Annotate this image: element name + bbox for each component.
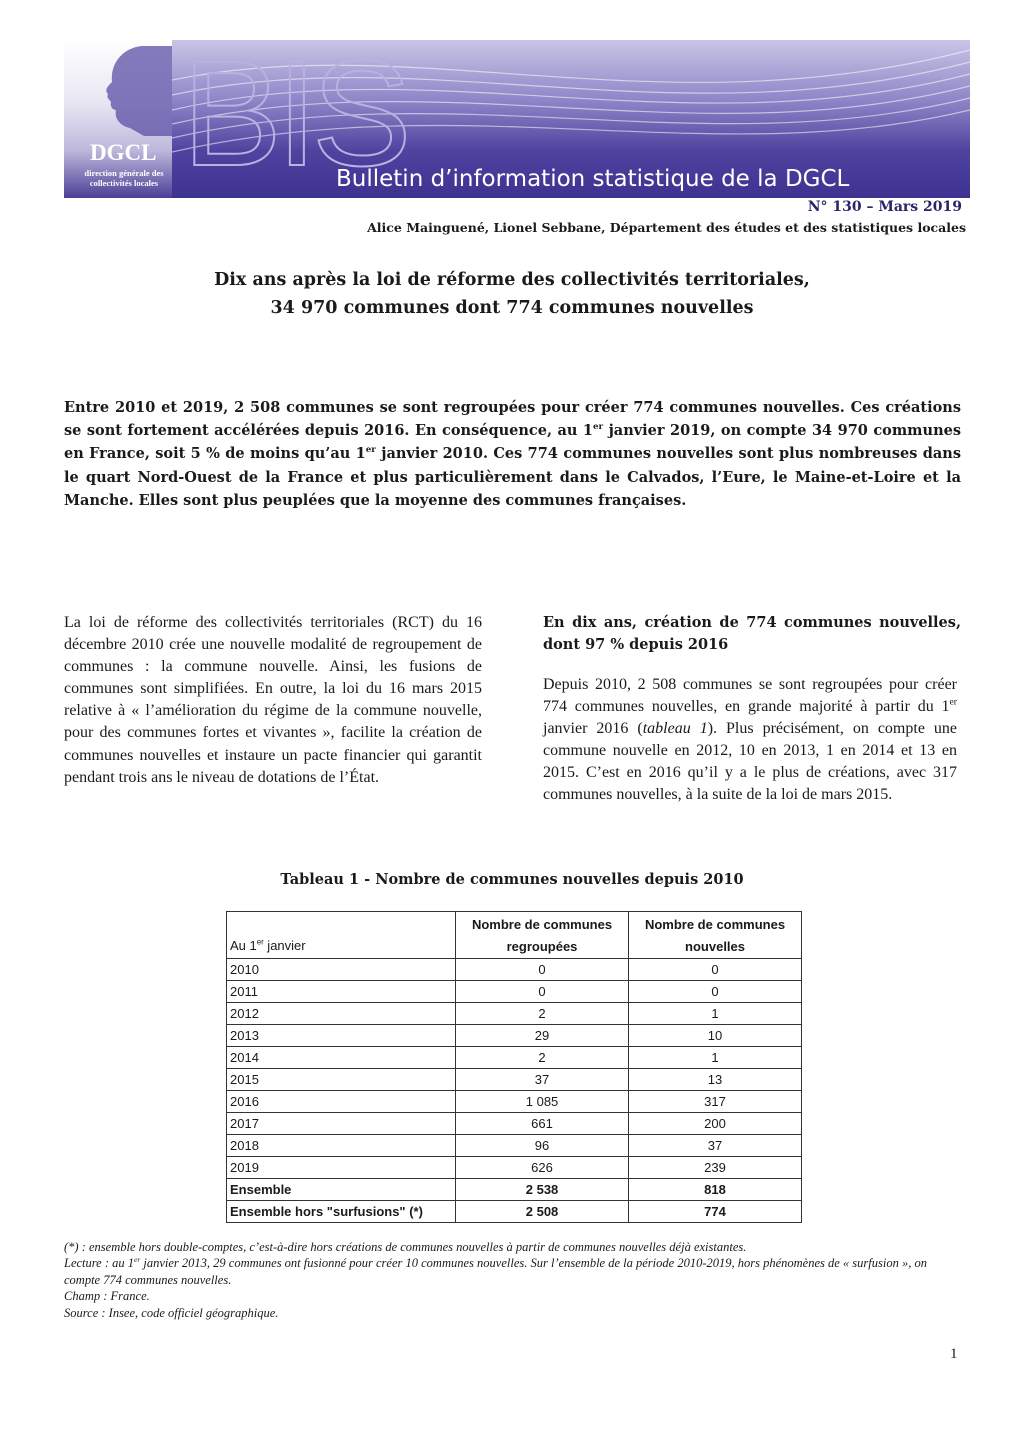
cell-year: 2019 (227, 1157, 456, 1179)
cell-regroupees: 0 (456, 959, 629, 981)
cell-year: 2013 (227, 1025, 456, 1047)
page-title-line-2: 34 970 communes dont 774 communes nouvelles (270, 298, 754, 318)
cell-regroupees: 29 (456, 1025, 629, 1047)
cell-year: 2012 (227, 1003, 456, 1025)
cell-regroupees: 2 (456, 1003, 629, 1025)
table-caption: Tableau 1 - Nombre de communes nouvelles depuis 2010 (280, 871, 744, 888)
cell-year: 2017 (227, 1113, 456, 1135)
cell-nouvelles: 1 (629, 1003, 802, 1025)
cell-regroupees: 661 (456, 1113, 629, 1135)
cell-regroupees: 1 085 (456, 1091, 629, 1113)
authors-line: Alice Mainguené, Lionel Sebbane, Département des études et des statistiques locales (367, 220, 966, 235)
table-row (227, 1091, 802, 1113)
cell-regroupees: 626 (456, 1157, 629, 1179)
cell-year: Ensemble (227, 1179, 456, 1201)
dgcl-logo-subtext: direction générale des collectivités locales (84, 168, 164, 188)
cell-year: 2015 (227, 1069, 456, 1091)
left-column-paragraph: La loi de réforme des collectivités territoriales (RCT) du 16 décembre 2010 crée une nouvelle modalité de regroupement de communes : la commune nouvelle. Ainsi, les fusions de communes sont simplifiées. En outre, la loi du 16 mars 2015 relative à « l’amélioration du régime de la commune nouvelle, pour des communes fortes et vivantes », facilite la création de communes nouvelles et instaure un pacte financier qui garantit pendant trois ans le niveau de dotations de l’État. (64, 614, 482, 786)
cell-nouvelles: 37 (629, 1135, 802, 1157)
table-row (227, 1201, 802, 1223)
header-banner (64, 40, 970, 198)
dgcl-logo-text: DGCL (90, 140, 157, 165)
table-row (227, 1157, 802, 1179)
note-champ: Champ : France. (64, 1289, 150, 1304)
cell-year: 2014 (227, 1047, 456, 1069)
bulletin-title: Bulletin d’information statistique de la DGCL (336, 166, 850, 192)
cell-regroupees: 2 508 (456, 1201, 629, 1223)
communes-table (226, 911, 802, 1223)
cell-nouvelles: 0 (629, 981, 802, 1003)
issue-number: N° 130 – Mars 2019 (807, 199, 962, 215)
cell-nouvelles: 239 (629, 1157, 802, 1179)
cell-regroupees: 2 538 (456, 1179, 629, 1201)
section-heading: En dix ans, création de 774 communes nouvelles, dont 97 % depuis 2016 (543, 614, 961, 653)
note-surfusion: (*) : ensemble hors double-comptes, c’est-à-dire hors créations de communes nouvelles à partir de communes nouvelles déjà existantes. (64, 1240, 747, 1254)
page-title-line-1: Dix ans après la loi de réforme des collectivités territoriales, (214, 270, 810, 290)
cell-regroupees: 0 (456, 981, 629, 1003)
note-lecture: Lecture : au 1er janvier 2013, 29 communes ont fusionné pour créer 10 communes nouvelles. Sur l’ensemble de la période 2010-2019, hors phénomènes de « surfusion », on compte 774 communes nouvelles. (64, 1255, 927, 1287)
summary-paragraph: Entre 2010 et 2019, 2 508 communes se sont regroupées pour créer 774 communes nouvelles. Ces créations se sont fortement accélérées depuis 2016. En conséquence, au 1er janvier 2019, on compte 34 970 communes en France, soit 5 % de moins qu’au 1er janvier 2010. Ces 774 communes nouvelles sont plus nombreuses dans le quart Nord-Ouest de la France et plus particulièrement dans le Calvados, l’Eure, le Maine-et-Loire et la Manche. Elles sont plus peuplées que la moyenne des communes françaises. (64, 399, 961, 509)
cell-year: Ensemble hors "surfusions" (*) (227, 1201, 456, 1223)
table-header-row (227, 912, 802, 959)
cell-nouvelles: 200 (629, 1113, 802, 1135)
table-row (227, 1047, 802, 1069)
table-row (227, 981, 802, 1003)
cell-regroupees: 37 (456, 1069, 629, 1091)
cell-year: 2018 (227, 1135, 456, 1157)
note-source: Source : Insee, code officiel géographique. (64, 1305, 279, 1320)
cell-year: 2011 (227, 981, 456, 1003)
cell-nouvelles: 10 (629, 1025, 802, 1047)
table-row (227, 1135, 802, 1157)
table-row (227, 1113, 802, 1135)
table-row (227, 1179, 802, 1201)
cell-nouvelles: 818 (629, 1179, 802, 1201)
cell-nouvelles: 1 (629, 1047, 802, 1069)
cell-nouvelles: 13 (629, 1069, 802, 1091)
table-row (227, 959, 802, 981)
bis-logo-letters: BIS (182, 40, 406, 197)
cell-regroupees: 2 (456, 1047, 629, 1069)
marianne-profile-icon (64, 40, 172, 140)
table-row (227, 1025, 802, 1047)
right-column-paragraph: Depuis 2010, 2 508 communes se sont regroupées pour créer 774 communes nouvelles, en grande majorité à partir du 1er janvier 2016 (tableau 1). Plus précisément, on compte une commune nouvelle en 2012, 10 en 2013, 1 en 2014 et 13 en 2015. C’est en 2016 qu’il y a le plus de créations, avec 317 communes nouvelles, à la suite de la loi de mars 2015. (543, 676, 958, 804)
header-regroupees: Nombre de communes regroupées (456, 912, 629, 959)
header-year: Au 1er janvier (227, 912, 456, 959)
header-nouvelles: Nombre de communes nouvelles (629, 912, 802, 959)
cell-nouvelles: 0 (629, 959, 802, 981)
cell-nouvelles: 317 (629, 1091, 802, 1113)
page-number: 1 (950, 1346, 958, 1362)
cell-nouvelles: 774 (629, 1201, 802, 1223)
cell-regroupees: 96 (456, 1135, 629, 1157)
cell-year: 2016 (227, 1091, 456, 1113)
table-row (227, 1069, 802, 1091)
table-notes (64, 1239, 964, 1321)
cell-year: 2010 (227, 959, 456, 981)
dgcl-logo (64, 40, 172, 198)
table-row (227, 1003, 802, 1025)
